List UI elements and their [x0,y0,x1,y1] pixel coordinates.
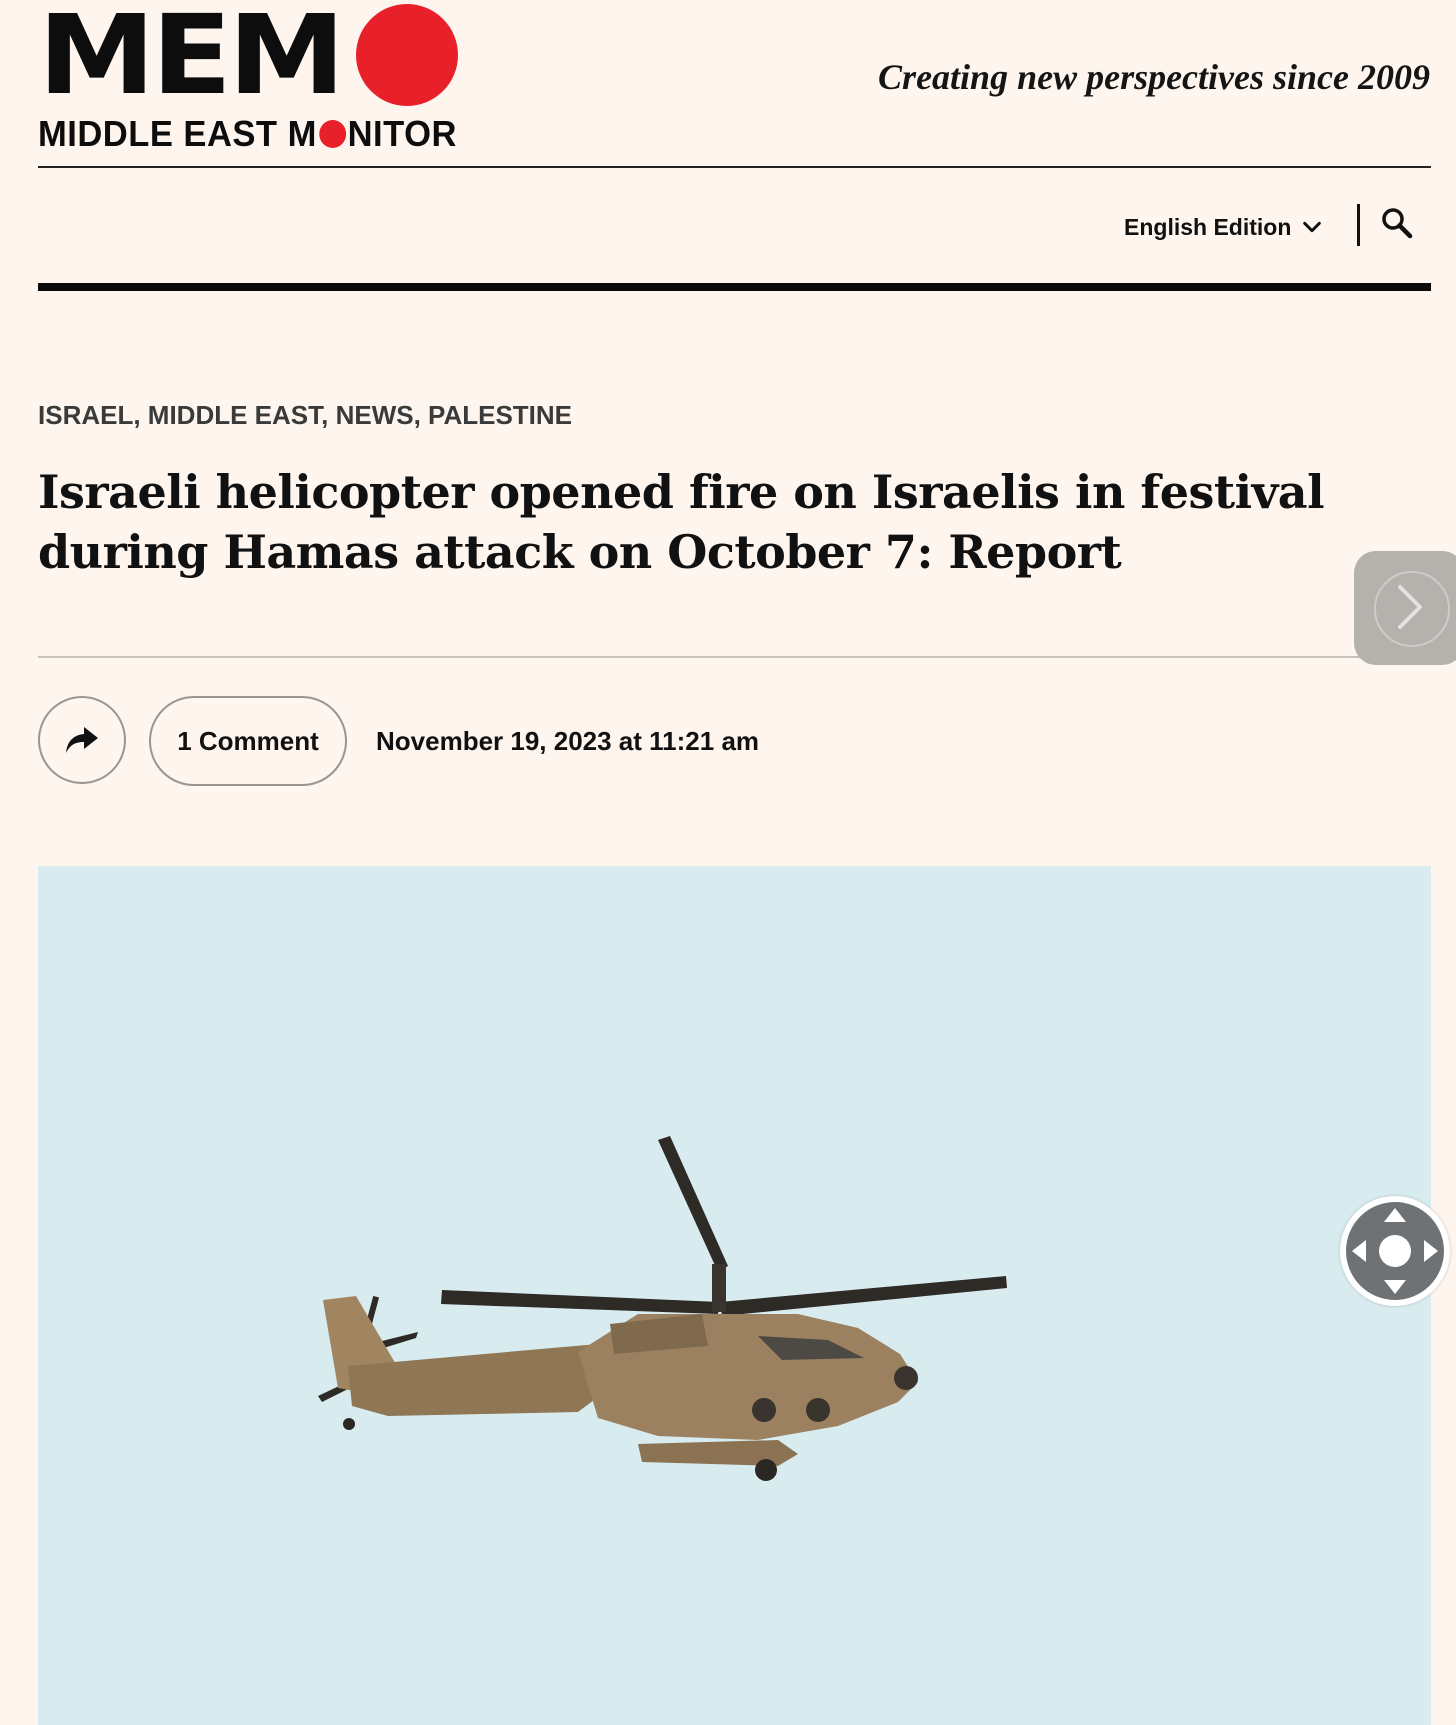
toolbar-separator [1357,204,1360,246]
category-separator: , [133,400,148,430]
logo-subtitle-end: NITOR [347,113,457,154]
article-title: Israeli helicopter opened fire on Israelis in festival during Hamas attack on October 7: Report [38,465,1325,579]
category-link-palestine[interactable]: PALESTINE [428,400,573,430]
logo-subtitle [38,113,457,154]
nav-divider [38,283,1431,291]
image-pan-control[interactable] [1340,1196,1450,1306]
article-hero-image [38,866,1431,1725]
category-separator: , [321,400,336,430]
logo-subtitle-dot [319,120,346,148]
search-icon[interactable] [1380,206,1414,240]
next-article-button[interactable] [1354,551,1456,665]
pan-arrows-icon [1340,1196,1450,1306]
title-divider [38,656,1431,658]
share-arrow-icon [64,725,100,755]
logo-wordmark: MEM [38,0,342,120]
edition-selector[interactable] [1124,210,1323,244]
site-logo[interactable] [38,0,468,160]
share-button[interactable] [38,696,126,784]
publish-date: November 19, 2023 at 11:21 am [376,726,760,756]
site-tagline: Creating new perspectives since 2009 [878,57,1430,97]
chevron-down-icon [1301,216,1323,238]
chevron-right-icon [1390,583,1430,631]
helicopter-photo [38,866,1431,1725]
category-separator: , [413,400,429,430]
logo-red-dot [356,4,458,106]
category-link-news[interactable]: NEWS [335,400,414,430]
category-list [38,400,572,431]
category-link-israel[interactable]: ISRAEL [38,400,134,430]
edition-label: English Edition [1124,213,1292,240]
logo-subtitle-start: MIDDLE EAST M [38,113,317,154]
comments-button[interactable]: 1 Comment [149,696,347,786]
category-link-middle-east[interactable]: MIDDLE EAST [147,400,322,430]
header-divider [38,166,1431,168]
